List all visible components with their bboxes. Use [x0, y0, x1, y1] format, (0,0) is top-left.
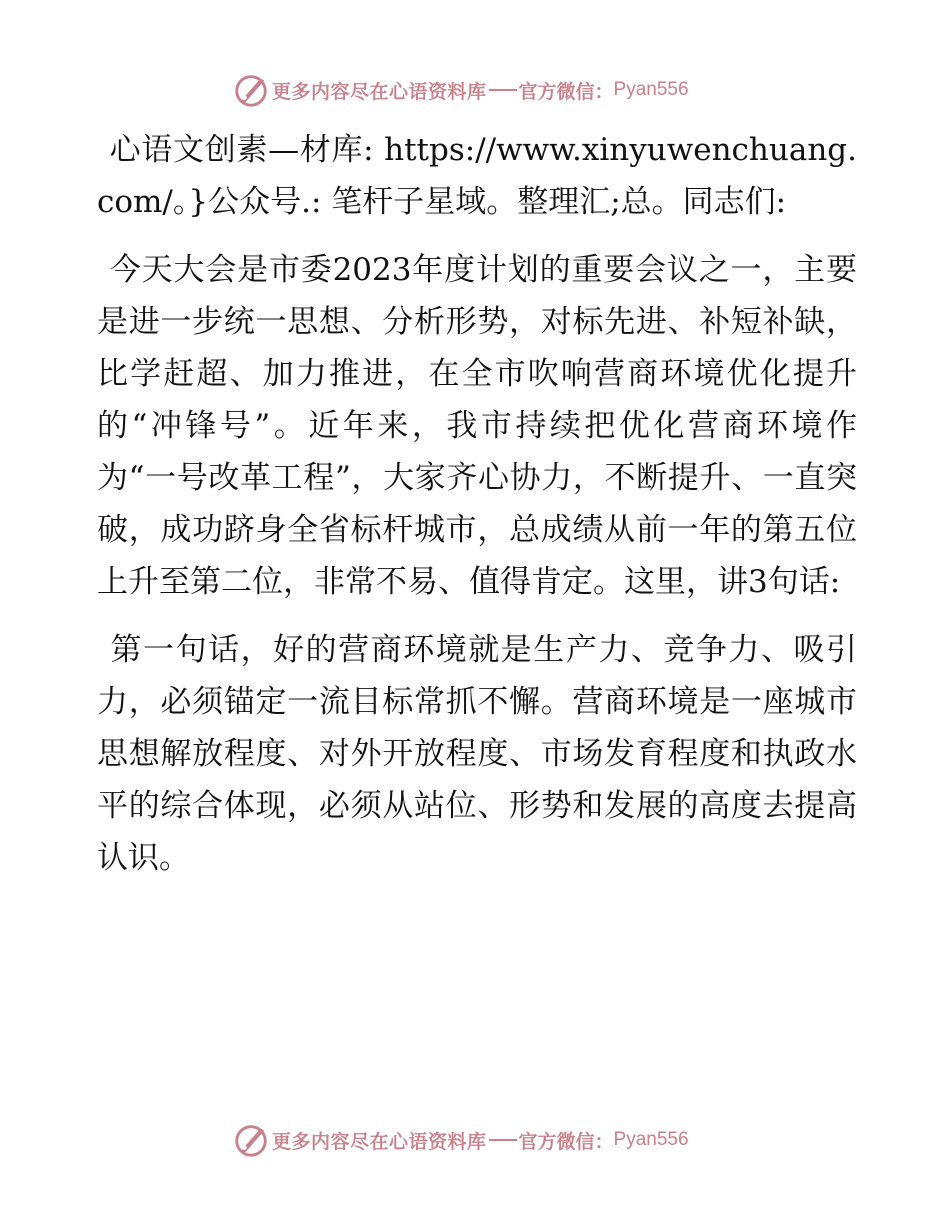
- banner-wechat-id: Pyan556: [613, 79, 689, 100]
- banner-subtitle: 官方微信：: [518, 80, 614, 103]
- banner-wechat-id: Pyan556: [613, 1129, 689, 1150]
- banner-title: 更多内容尽在心语资料库: [272, 1130, 487, 1153]
- paragraph-text: 第一句话，好的营商环境就是生产力、竞争力、吸引力，必须锚定一流目标常抓不懈。营商环境是一座城市思想解放程度、对外开放程度、市场发育程度和执政水平的综合体现，必须从站位、形势和发展的高度去提高认识。: [97, 632, 857, 876]
- header-banner: [232, 70, 689, 110]
- banner-divider: [489, 1139, 517, 1141]
- paragraph: [97, 624, 857, 884]
- quill-logo-icon: [232, 1121, 270, 1159]
- document-body: [97, 124, 857, 900]
- footer-banner: [232, 1120, 689, 1160]
- quill-logo-icon: [232, 71, 270, 109]
- banner-title: 更多内容尽在心语资料库: [272, 80, 487, 103]
- paragraph: [97, 244, 857, 608]
- paragraph-text: 心语文创素—材库: https://www.xinyuwenchuang.com/。}公众号.: 笔杆子星域。整理汇;总。同志们:: [97, 132, 857, 220]
- banner-subtitle: 官方微信：: [518, 1130, 614, 1153]
- paragraph: [97, 124, 857, 228]
- banner-divider: [489, 89, 517, 91]
- paragraph-text: 今天大会是市委2023年度计划的重要会议之一，主要是进一步统一思想、分析形势，对标先进、补短补缺，比学赶超、加力推进，在全市吹响营商环境优化提升的“冲锋号”。近年来，我市持续把优化营商环境作为“一号改革工程”，大家齐心协力，不断提升、一直突破，成功跻身全省标杆城市，总成绩从前一年的第五位上升至第二位，非常不易、值得肯定。这里，讲3句话:: [97, 252, 857, 600]
